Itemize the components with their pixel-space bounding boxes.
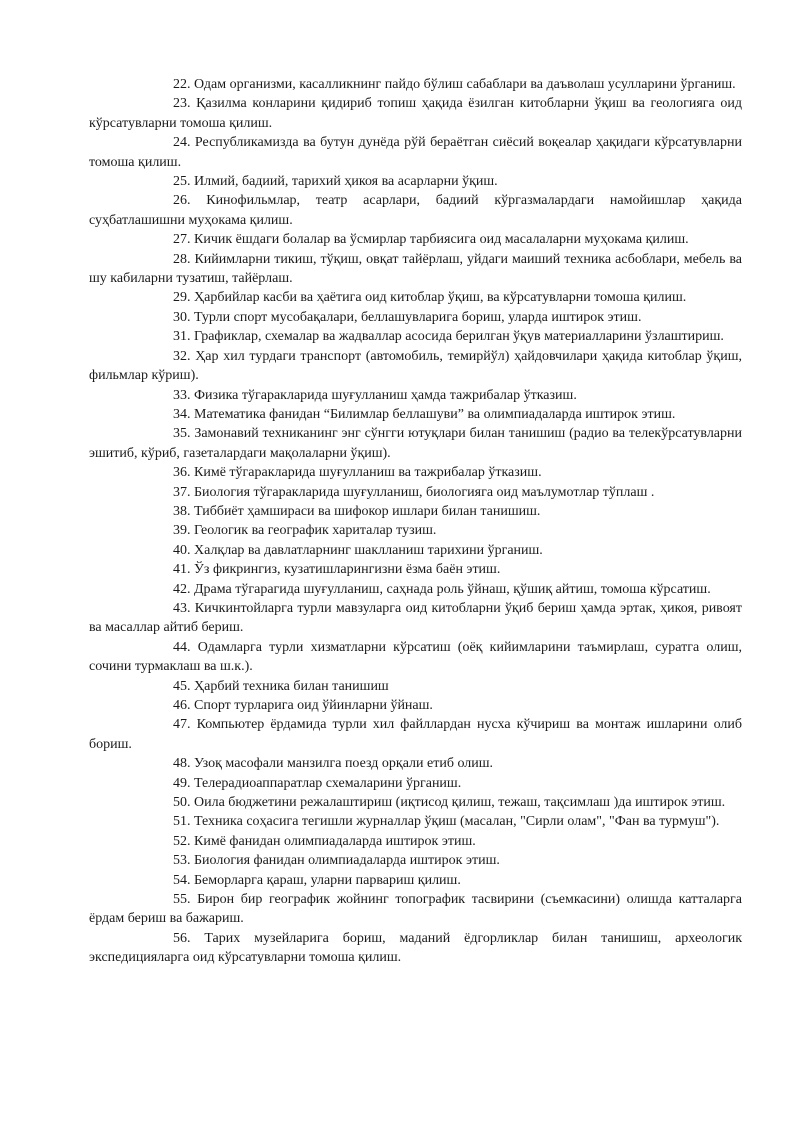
list-item: 28. Кийимларни тикиш, тўқиш, овқат тайёрлаш, уйдаги маиший техника асбоблари, мебель ва шу кабиларни тузатиш, тайёрлаш. <box>89 251 742 287</box>
list-item: 39. Геологик ва географик хариталар тузиш. <box>173 523 437 539</box>
list-item: 42. Драма тўгарагида шуғулланиш, саҳнада роль ўйнаш, қўшиқ айтиш, томоша кўрсатиш. <box>173 581 711 597</box>
list-item: 29. Ҳарбийлар касби ва ҳаётига оид китоблар ўқиш, ва кўрсатувларни томоша қилиш. <box>173 290 687 306</box>
list-item: 45. Ҳарбий техника билан танишиш <box>173 678 389 694</box>
list-item: 38. Тиббиёт ҳамшираси ва шифокор ишлари билан танишиш. <box>173 503 541 519</box>
list-item: 53. Биология фанидан олимпиадаларда иштирок этиш. <box>173 853 500 869</box>
list-item: 46. Спорт турларига оид ўйинларни ўйнаш. <box>173 698 433 713</box>
list-item: 54. Беморларга қараш, уларни парвариш қилиш. <box>173 872 461 888</box>
document-page <box>89 75 742 968</box>
list-item: 31. Графиклар, схемалар ва жадваллар асосида берилган ўқув материалларини ўзлаштириш. <box>173 329 724 345</box>
list-item: 23. Қазилма конларини қидириб топиш ҳақида ёзилган китобларни ўқиш ва геологияга оид кўрсатувларни томоша қилиш. <box>89 96 742 131</box>
list-item: 56. Тарих музейларига бориш, маданий ёдгорликлар билан танишиш, археологик экспедицияларга оид кўрсатувларни томоша қилиш. <box>89 930 742 966</box>
list-item: 51. Техника соҳасига тегишли журналлар ўқиш (масалан, "Сирли олам", "Фан ва турмуш"). <box>173 814 720 830</box>
list-item: 40. Халқлар ва давлатларнинг шаклланиш тарихини ўрганиш. <box>173 542 543 558</box>
list-item: 35. Замонавий техниканинг энг сўнгги ютуқлари билан танишиш (радио ва телекўрсатувларни эшитиб, кўриб, газеталардаги мақолаларни ўқиш). <box>89 426 742 461</box>
list-item: 34. Математика фанидан “Билимлар беллашуви” ва олимпиадаларда иштирок этиш. <box>173 406 676 422</box>
list-item: 47. Компьютер ёрдамида турли хил файллардан нусха кўчириш ва монтаж ишларини олиб бориш. <box>89 717 742 752</box>
list-item: 36. Кимё тўгаракларида шуғулланиш ва тажрибалар ўтказиш. <box>173 465 542 481</box>
list-item: 50. Оила бюджетини режалаштириш (иқтисод қилиш, тежаш, тақсимлаш )да иштирок этиш. <box>173 795 726 811</box>
list-item: 25. Илмий, бадиий, тарихий ҳикоя ва асарларни ўқиш. <box>173 174 498 190</box>
list-item: 30. Турли спорт мусобақалари, беллашувларига бориш, уларда иштирок этиш. <box>173 309 642 325</box>
list-item: 33. Физика тўгаракларида шуғулланиш ҳамда тажрибалар ўтказиш. <box>173 387 577 403</box>
list-item: 52. Кимё фанидан олимпиадаларда иштирок этиш. <box>173 833 476 849</box>
list-item: 27. Кичик ёшдаги болалар ва ўсмирлар тарбиясига оид масалаларни муҳокама қилиш. <box>173 232 689 248</box>
list-item: 24. Республикамизда ва бутун дунёда рўй бераётган сиёсий воқеалар ҳақидаги кўрсатувларни томоша қилиш. <box>89 135 742 170</box>
list-item: 48. Узоқ масофали манзилга поезд орқали етиб олиш. <box>173 756 494 772</box>
list-item: 37. Биология тўгаракларида шуғулланиш, биологияга оид маълумотлар тўплаш . <box>173 484 655 500</box>
list-item: 49. Телерадиоаппаратлар схемаларини ўрганиш. <box>173 775 462 791</box>
list-item: 44. Одамларга турли хизматларни кўрсатиш (оёқ кийимларини таъмирлаш, суратга олиш, сочини турмаклаш ва ш.к.). <box>89 639 742 675</box>
list-item: 32. Ҳар хил турдаги транспорт (автомобиль, темирйўл) ҳайдовчилари ҳақида китоблар ўқиш, фильмлар кўриш). <box>89 348 742 384</box>
list-item: 26. Кинофильмлар, театр асарлари, бадиий кўргазмалардаги намойишлар ҳақида суҳбатлашишни муҳокама қилиш. <box>89 193 742 228</box>
list-item: 22. Одам организми, касалликнинг пайдо бўлиш сабаблари ва даъволаш усулларини ўрганиш. <box>173 77 736 92</box>
list-item: 55. Бирон бир географик жойнинг топографик тасвирини (съемкасини) олишда катталарга ёрдам бериш ва бажариш. <box>89 892 742 927</box>
list-item: 41. Ўз фикрингиз, кузатишларингизни ёзма баён этиш. <box>173 562 501 578</box>
list-item: 43. Кичкинтойларга турли мавзуларга оид китобларни ўқиб бериш ҳамда эртак, ҳикоя, ривоят ва масаллар айтиб бериш. <box>89 600 742 636</box>
